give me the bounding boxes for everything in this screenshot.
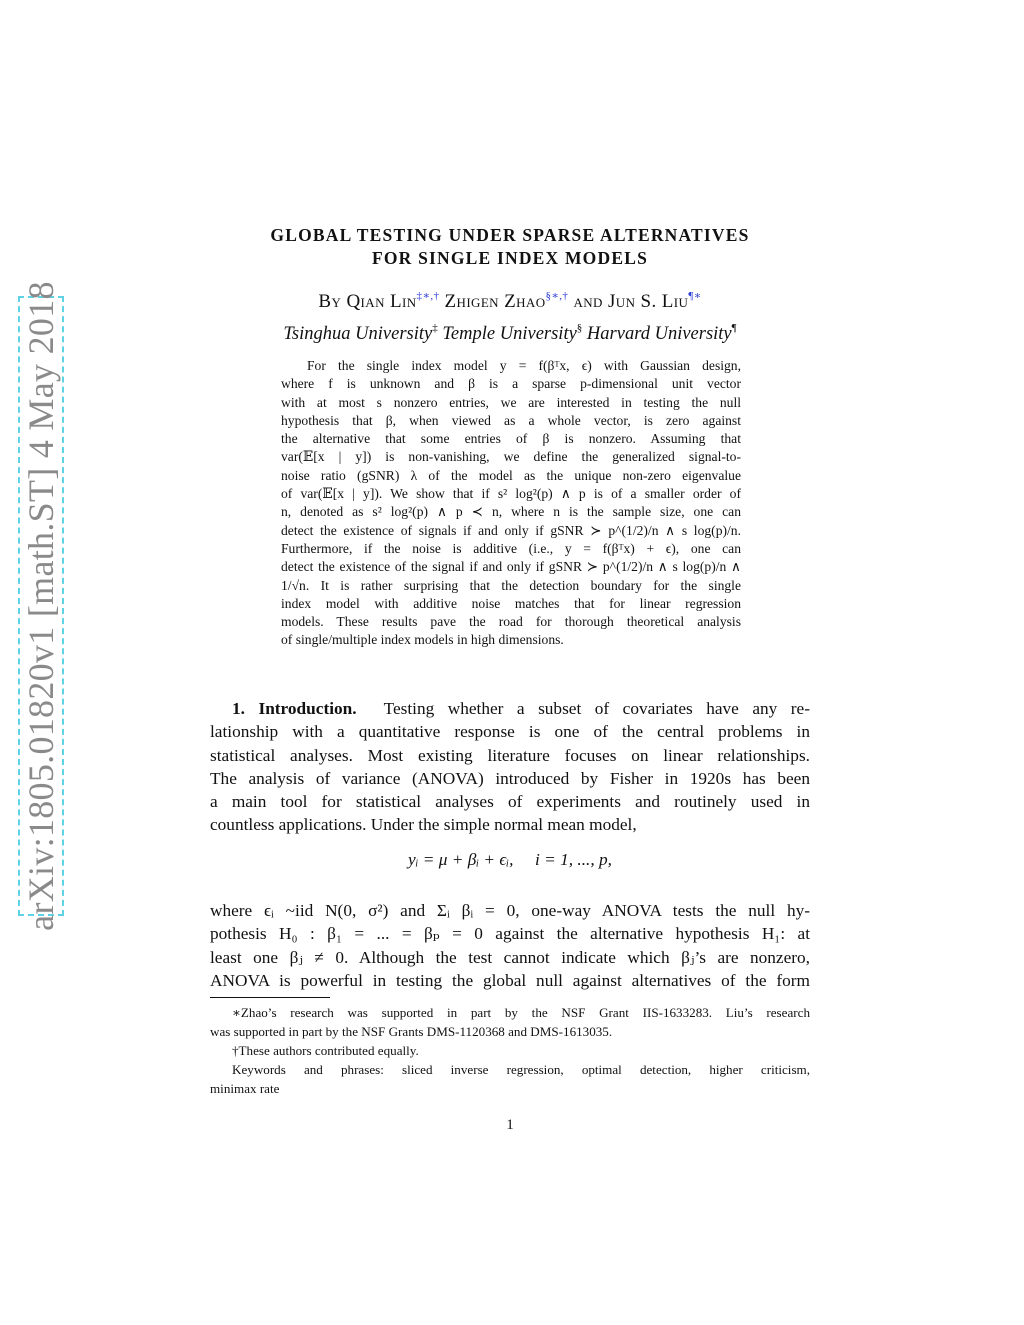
introduction-paragraph-2 [210,899,810,992]
author-name-3: Jun S. Liu [608,291,689,312]
abstract-line: where f is unknown and β is a sparse p-dimensional unit vector [281,376,741,392]
abstract-line: the alternative that some entries of β is nonzero. Assuming that [281,431,741,447]
body-line: ANOVA is powerful in testing the global null against alternatives of the form [210,970,810,990]
author-name-2: Zhigen Zhao [444,291,546,312]
footnote-line: ∗Zhao’s research was supported in part by the NSF Grant IIS-1633283. Liu’s research [232,1005,810,1020]
body-line: lationship with a quantitative response is one of the central problems in [210,722,810,742]
body-line-text: Testing whether a subset of covariates have any re- [383,699,810,718]
footnote-line: †These authors contributed equally. [232,1043,419,1058]
abstract-line: of var(𝔼[x | y]). We show that if s² log²(p) ∧ p is of a smaller order of [281,486,741,502]
affiliation-2-mark: § [576,322,583,334]
abstract-line: index model with additive noise matches that for linear regression [281,595,741,611]
footnotes [210,1003,810,1098]
footnote-line-keywords: Keywords and phrases: sliced inverse regression, optimal detection, higher criticism, [232,1062,810,1077]
abstract-line: detect the existence of signals if and only if gSNR ≻ p^(1/2)/n ∧ s log(p)/n. [281,522,741,538]
abstract-line: with at most s nonzero entries, we are interested in testing the null [281,394,741,410]
abstract-line: hypothesis that β, when viewed as a whole vector, is zero against [281,412,741,428]
section-heading: 1. Introduction. [232,699,357,718]
affiliation-1-mark: ‡ [432,322,438,334]
author-1-footnote-marks[interactable]: ‡∗,† [416,290,440,302]
footnote-divider [210,997,330,998]
author-list [210,289,810,313]
affiliation-1: Tsinghua University [283,324,433,344]
abstract-line: models. These results pave the road for thorough theoretical analysis [281,614,741,630]
paper-title-line-2: FOR SINGLE INDEX MODELS [371,248,649,268]
body-line: countless applications. Under the simple normal mean model, [210,815,637,835]
affiliation-list [210,322,810,345]
affiliation-2: Temple University [442,324,577,344]
abstract-line: var(𝔼[x | y]) is non-vanishing, we define the generalized signal-to- [281,449,741,465]
abstract-line: noise ratio (gSNR) λ of the model as the unique non-zero eigenvalue [281,467,741,483]
body-line [210,697,810,720]
footnote-line: minimax rate [210,1081,280,1096]
abstract-line: n, denoted as s² log²(p) ∧ p ≺ n, where n is the sample size, one can [281,504,741,520]
paper-title-line-1: GLOBAL TESTING UNDER SPARSE ALTERNATIVES [270,225,750,245]
page-number: 1 [506,1117,514,1133]
display-equation: yᵢ = μ + βᵢ + ϵᵢ, i = 1, ..., p, [408,850,612,869]
introduction-paragraph-1 [210,697,810,837]
body-line: a main tool for statistical analyses of experiments and routinely used in [210,792,810,812]
footnote-line: was supported in part by the NSF Grants DMS-1120368 and DMS-1613035. [210,1024,613,1039]
author-and-word: and [573,291,603,312]
author-name-1: Qian Lin [346,291,417,312]
author-2-footnote-marks[interactable]: §∗,† [545,290,569,302]
affiliation-3-mark: ¶ [731,322,737,334]
author-3-footnote-marks[interactable]: ¶∗ [688,290,702,302]
abstract-line: For the single index model y = f(βᵀx, ϵ) with Gaussian design, [307,358,741,373]
arxiv-identifier-stamp [18,281,64,931]
abstract-line: of single/multiple index models in high dimensions. [281,632,564,648]
body-line: The analysis of variance (ANOVA) introduced by Fisher in 1920s has been [210,768,810,788]
body-line: least one βⱼ ≠ 0. Although the test cannot indicate which βⱼ’s are nonzero, [210,947,810,967]
abstract-line: detect the existence of the signal if and only if gSNR ≻ p^(1/2)/n ∧ s log(p)/n ∧ [281,559,741,575]
body-line: statistical analyses. Most existing literature focuses on linear relationships. [210,745,810,765]
abstract [281,357,741,650]
affiliation-3: Harvard University [586,324,732,344]
abstract-line: Furthermore, if the noise is additive (i.e., y = f(βᵀx) + ϵ), one can [281,540,741,556]
arxiv-identifier-text: arXiv:1805.01820v1 [math.ST] 4 May 2018 [21,281,61,931]
author-by-word: By [318,291,342,312]
body-line: pothesis H₀ : β₁ = ... = βₚ = 0 against the alternative hypothesis H₁: at [210,924,810,944]
body-line: where ϵᵢ ~iid N(0, σ²) and Σᵢ βᵢ = 0, one-way ANOVA tests the null hy- [210,901,810,920]
abstract-line: 1/√n. It is rather surprising that the detection boundary for the single [281,577,741,593]
